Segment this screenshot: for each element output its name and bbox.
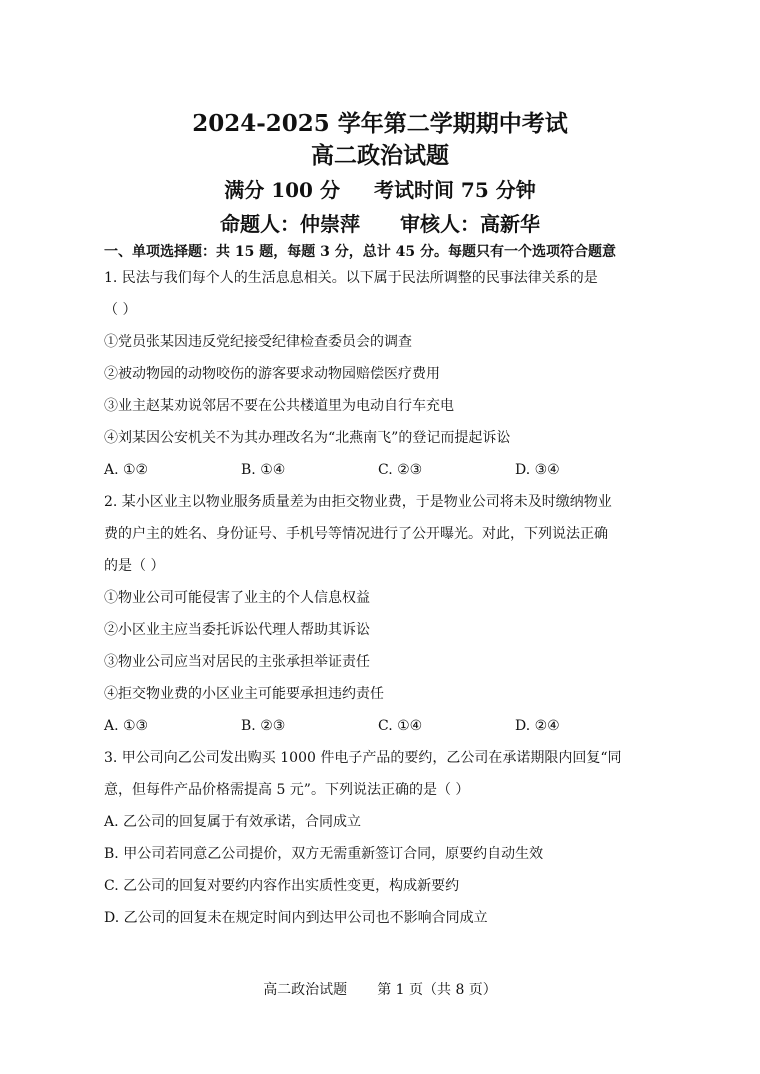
question-2-stem: 2. 某小区业主以物业服务质量差为由拒交物业费，于是物业公司将未及时缴纳物业 bbox=[104, 494, 612, 510]
question-3-stem: 3. 甲公司向乙公司发出购买 1000 件电子产品的要约，乙公司在承诺期限内回复“同 bbox=[104, 750, 622, 766]
option-c: C. ②③ bbox=[378, 462, 423, 478]
question-3-stem: 意，但每件产品价格需提高 5 元”。下列说法正确的是（ ） bbox=[104, 782, 470, 798]
question-3 bbox=[104, 742, 652, 934]
exam-term-title: 2024-2025 学年第二学期期中考试 bbox=[192, 110, 568, 137]
page-footer bbox=[0, 980, 760, 1000]
question-1-item: ③业主赵某劝说邻居不要在公共楼道里为电动自行车充电 bbox=[104, 398, 454, 414]
question-1-stem: 1. 民法与我们每个人的生活息息相关。以下属于民法所调整的民事法律关系的是 bbox=[104, 270, 598, 286]
option-b: B. ①④ bbox=[241, 462, 286, 478]
exam-staff bbox=[0, 208, 760, 240]
option-b: B. 甲公司若同意乙公司提价，双方无需重新签订合同，原要约自动生效 bbox=[104, 846, 544, 862]
full-score: 满分 100 分 bbox=[224, 178, 340, 202]
author: 命题人：仲崇萍 bbox=[220, 212, 360, 236]
question-2 bbox=[104, 486, 652, 742]
option-c: C. 乙公司的回复对要约内容作出实质性变更，构成新要约 bbox=[104, 878, 460, 894]
exam-header bbox=[0, 108, 760, 240]
question-1-item: ②被动物园的动物咬伤的游客要求动物园赔偿医疗费用 bbox=[104, 366, 440, 382]
option-d: D. 乙公司的回复未在规定时间内到达甲公司也不影响合同成立 bbox=[104, 910, 488, 926]
footer-subject: 高二政治试题 bbox=[263, 982, 348, 998]
reviewer: 审核人：高新华 bbox=[400, 212, 540, 236]
option-b: B. ②③ bbox=[241, 718, 286, 734]
exam-score-time bbox=[0, 174, 760, 206]
question-2-item: ②小区业主应当委托诉讼代理人帮助其诉讼 bbox=[104, 622, 370, 638]
question-2-stem: 费的户主的姓名、身份证号、手机号等情况进行了公开曝光。对此，下列说法正确 bbox=[104, 526, 608, 542]
footer-page-number: 第 1 页（共 8 页） bbox=[377, 982, 497, 998]
question-1-item: ①党员张某因违反党纪接受纪律检查委员会的调查 bbox=[104, 334, 412, 350]
exam-time: 考试时间 75 分钟 bbox=[373, 178, 536, 202]
question-1-answer-blank: （ ） bbox=[104, 302, 137, 318]
question-2-stem: 的是（ ） bbox=[104, 558, 165, 574]
question-2-item: ④拒交物业费的小区业主可能要承担违约责任 bbox=[104, 686, 384, 702]
exam-subject-title: 高二政治试题 bbox=[311, 142, 449, 169]
question-1-item: ④刘某因公安机关不为其办理改名为“北燕南飞”的登记而提起诉讼 bbox=[104, 430, 511, 446]
exam-content bbox=[104, 242, 652, 934]
option-d: D. ③④ bbox=[515, 462, 560, 478]
question-2-item: ③物业公司应当对居民的主张承担举证责任 bbox=[104, 654, 370, 670]
question-1-options bbox=[104, 454, 652, 486]
question-2-item: ①物业公司可能侵害了业主的个人信息权益 bbox=[104, 590, 370, 606]
question-1 bbox=[104, 262, 652, 486]
option-a: A. 乙公司的回复属于有效承诺，合同成立 bbox=[104, 814, 362, 830]
option-a: A. ①② bbox=[104, 462, 149, 478]
option-d: D. ②④ bbox=[515, 718, 560, 734]
option-c: C. ①④ bbox=[378, 718, 423, 734]
option-a: A. ①③ bbox=[104, 718, 149, 734]
section-title: 一、单项选择题：共 15 题，每题 3 分，总计 45 分。每题只有一个选项符合题意 bbox=[104, 244, 616, 260]
question-2-options bbox=[104, 710, 652, 742]
